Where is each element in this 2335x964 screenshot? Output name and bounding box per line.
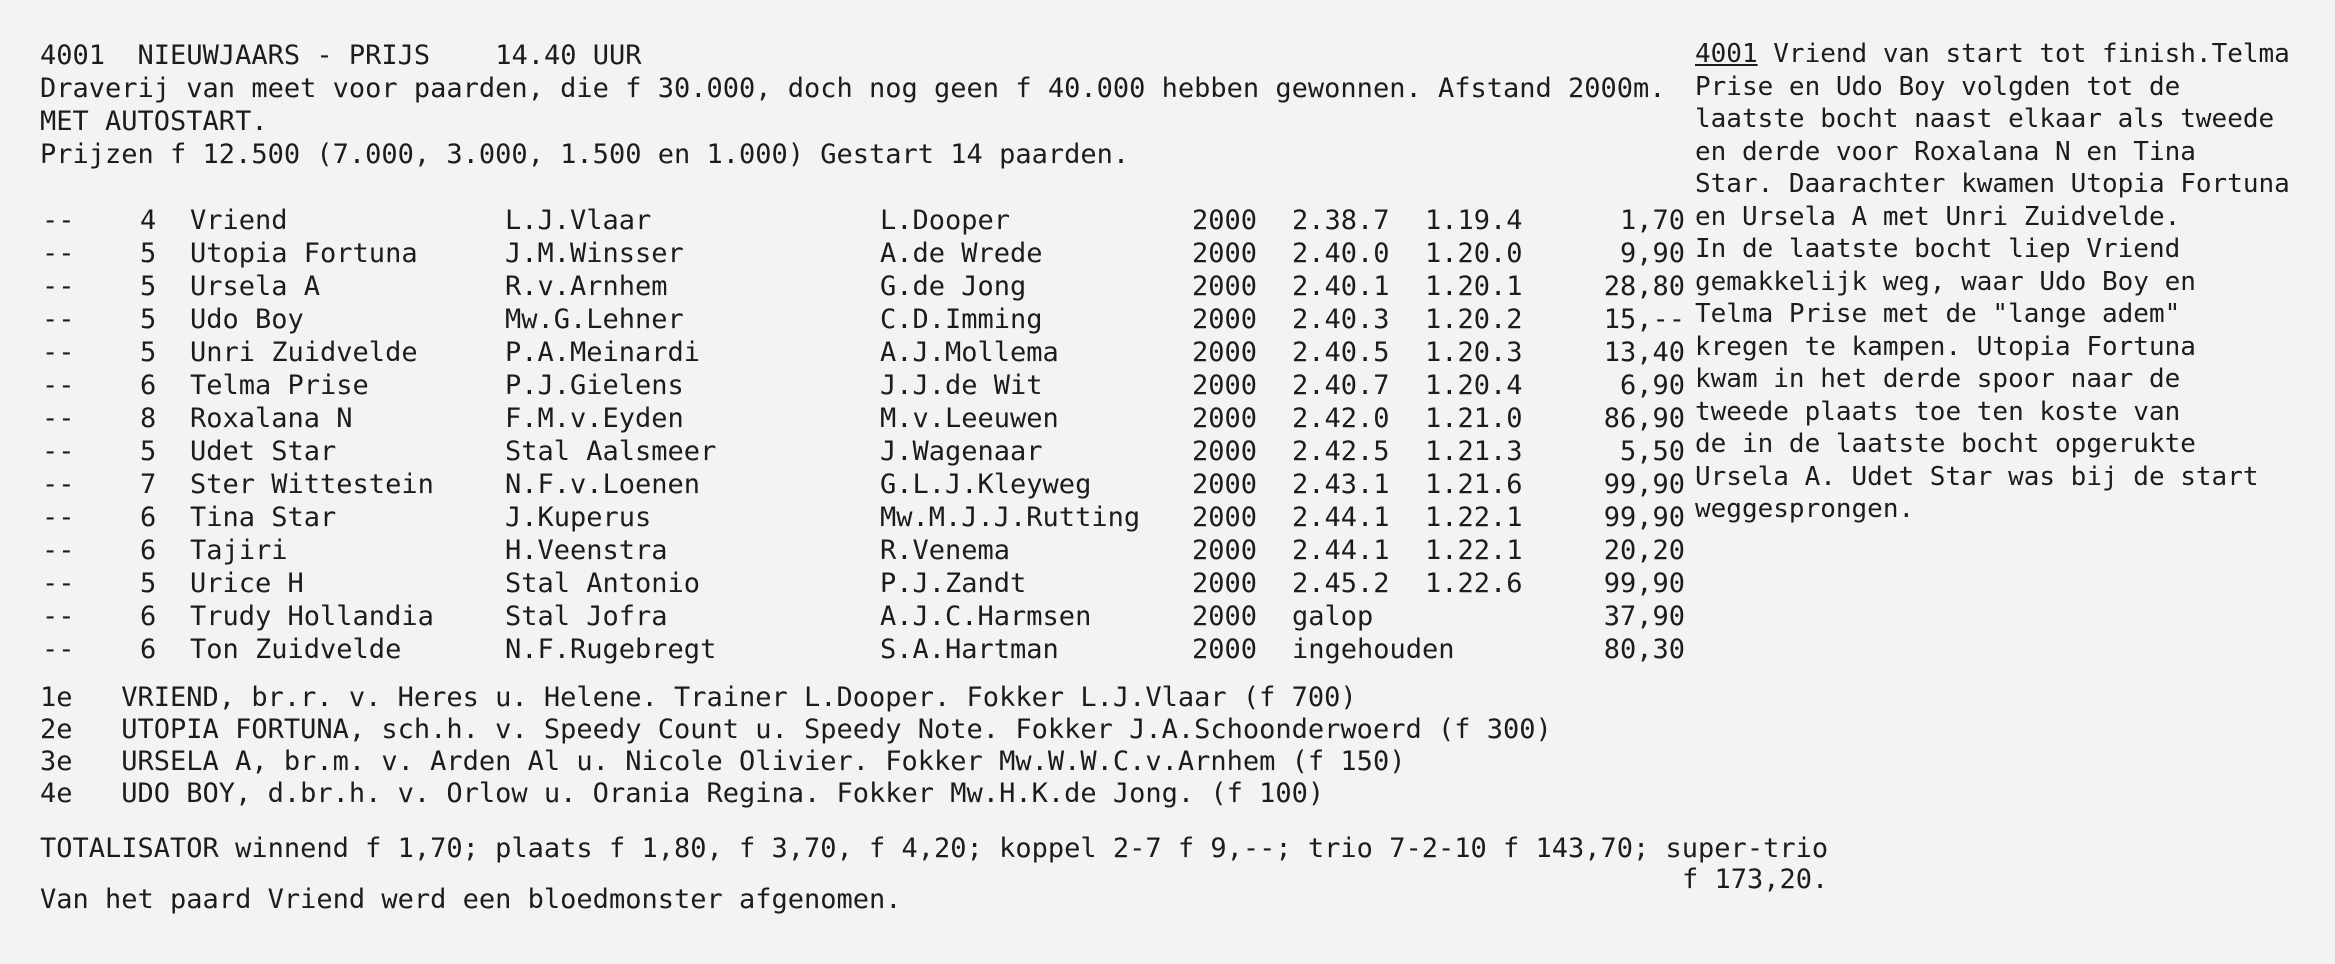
- cell-odds: 20,20: [1603, 535, 1685, 566]
- cell-pos: --: [42, 238, 75, 269]
- report-line: Telma Prise met de "lange adem": [1695, 299, 2181, 329]
- cell-trainer: S.A.Hartman: [880, 634, 1059, 665]
- report-race-id: 4001: [1695, 39, 1758, 69]
- cell-time: 2.45.2: [1292, 568, 1390, 599]
- cell-name: Urice H: [190, 568, 304, 599]
- cell-km: 1.19.4: [1425, 205, 1523, 236]
- cell-name: Ton Zuidvelde: [190, 634, 402, 665]
- cell-rider: Mw.G.Lehner: [505, 304, 684, 335]
- report-line: kregen te kampen. Utopia Fortuna: [1695, 331, 2196, 362]
- cell-time: 2.42.0: [1292, 403, 1390, 434]
- cell-odds: 86,90: [1603, 403, 1685, 434]
- cell-time: 2.40.3: [1292, 304, 1390, 335]
- cell-dist: 2000: [1192, 403, 1258, 434]
- table-row: [0, 205, 1720, 237]
- cell-time: 2.40.7: [1292, 370, 1390, 401]
- cell-rider: R.v.Arnhem: [505, 271, 668, 302]
- cell-km: 1.21.3: [1425, 436, 1523, 467]
- cell-km: 1.22.1: [1425, 535, 1523, 566]
- table-row: [0, 337, 1720, 369]
- cell-pos: --: [42, 370, 75, 401]
- cell-pos: --: [42, 403, 75, 434]
- cell-name: Udo Boy: [190, 304, 304, 335]
- cell-time: 2.44.1: [1292, 502, 1390, 533]
- placing-3: 3e URSELA A, br.m. v. Arden Al u. Nicole Olivier. Fokker Mw.W.W.C.v.Arnhem (f 150): [40, 746, 1406, 777]
- cell-dist: 2000: [1192, 205, 1258, 236]
- cell-odds: 99,90: [1603, 502, 1685, 533]
- start-type: MET AUTOSTART.: [40, 106, 268, 137]
- cell-km: 1.20.4: [1425, 370, 1523, 401]
- cell-rider: L.J.Vlaar: [505, 205, 652, 236]
- cell-name: Unri Zuidvelde: [190, 337, 418, 368]
- cell-odds: 99,90: [1603, 568, 1685, 599]
- cell-pos: --: [42, 205, 75, 236]
- cell-no: 6: [140, 601, 157, 632]
- report-line: en Ursela A met Unri Zuidvelde.: [1695, 201, 2181, 232]
- cell-odds: 5,50: [1619, 436, 1685, 467]
- cell-pos: --: [42, 337, 75, 368]
- cell-km: 1.20.1: [1425, 271, 1523, 302]
- cell-rider: N.F.v.Loenen: [505, 469, 701, 500]
- cell-name: Roxalana N: [190, 403, 353, 434]
- cell-dist: 2000: [1192, 337, 1258, 368]
- cell-name: Ster Wittestein: [190, 469, 434, 500]
- cell-trainer: A.de Wrede: [880, 238, 1043, 269]
- race-header: [40, 40, 642, 72]
- prize-money: Prijzen f 12.500 (7.000, 3.000, 1.500 en 1.000) Gestart 14 paarden.: [40, 139, 1130, 170]
- table-row: [0, 271, 1720, 303]
- cell-pos: --: [42, 535, 75, 566]
- report-line: de in de laatste bocht opgerukte: [1695, 429, 2196, 459]
- totalisator-line: TOTALISATOR winnend f 1,70; plaats f 1,80, f 3,70, f 4,20; koppel 2-7 f 9,--; trio 7-2-10 f 143,70; super-trio: [40, 833, 1829, 864]
- table-row: [0, 469, 1720, 501]
- race-report: [1695, 38, 2335, 526]
- cell-rider: P.A.Meinardi: [505, 337, 701, 368]
- cell-rider: Stal Jofra: [505, 601, 668, 632]
- cell-no: 5: [140, 304, 157, 335]
- cell-km: 1.20.0: [1425, 238, 1523, 269]
- cell-dist: 2000: [1192, 304, 1258, 335]
- cell-pos: --: [42, 271, 75, 302]
- cell-time: 2.40.0: [1292, 238, 1390, 269]
- table-row: [0, 370, 1720, 402]
- cell-name: Utopia Fortuna: [190, 238, 418, 269]
- table-row: [0, 436, 1720, 468]
- table-row: [0, 601, 1720, 633]
- cell-odds: 99,90: [1603, 469, 1685, 500]
- cell-km: 1.21.6: [1425, 469, 1523, 500]
- cell-name: Udet Star: [190, 436, 337, 467]
- cell-trainer: J.J.de Wit: [880, 370, 1043, 401]
- cell-pos: --: [42, 634, 75, 665]
- cell-rider: J.Kuperus: [505, 502, 652, 533]
- race-name: NIEUWJAARS - PRIJS: [137, 40, 431, 71]
- cell-time: 2.42.5: [1292, 436, 1390, 467]
- cell-trainer: C.D.Imming: [880, 304, 1043, 335]
- cell-time: galop: [1292, 601, 1374, 632]
- cell-dist: 2000: [1192, 238, 1258, 269]
- cell-odds: 80,30: [1603, 634, 1685, 665]
- table-row: [0, 535, 1720, 567]
- cell-odds: 15,--: [1603, 304, 1685, 335]
- report-lines: [1695, 71, 2335, 526]
- cell-rider: Stal Antonio: [505, 568, 701, 599]
- cell-no: 6: [140, 535, 157, 566]
- placing-1: 1e VRIEND, br.r. v. Heres u. Helene. Trainer L.Dooper. Fokker L.J.Vlaar (f 700): [40, 682, 1357, 713]
- cell-trainer: A.J.Mollema: [880, 337, 1059, 368]
- report-line: kwam in het derde spoor naar de: [1695, 364, 2181, 394]
- cell-time: 2.40.1: [1292, 271, 1390, 302]
- report-line: Ursela A. Udet Star was bij de start: [1695, 461, 2259, 492]
- cell-km: 1.21.0: [1425, 403, 1523, 434]
- report-first-line-text: Vriend van start tot finish.Telma: [1757, 39, 2290, 69]
- cell-km: 1.20.3: [1425, 337, 1523, 368]
- cell-dist: 2000: [1192, 568, 1258, 599]
- cell-trainer: G.L.J.Kleyweg: [880, 469, 1092, 500]
- cell-no: 7: [140, 469, 157, 500]
- cell-pos: --: [42, 502, 75, 533]
- cell-odds: 37,90: [1603, 601, 1685, 632]
- cell-rider: Stal Aalsmeer: [505, 436, 717, 467]
- cell-no: 6: [140, 634, 157, 665]
- report-line: tweede plaats toe ten koste van: [1695, 396, 2181, 427]
- cell-time: 2.40.5: [1292, 337, 1390, 368]
- cell-pos: --: [42, 568, 75, 599]
- cell-trainer: A.J.C.Harmsen: [880, 601, 1092, 632]
- cell-odds: 13,40: [1603, 337, 1685, 368]
- cell-km: 1.22.6: [1425, 568, 1523, 599]
- table-row: [0, 502, 1720, 534]
- cell-trainer: R.Venema: [880, 535, 1011, 566]
- cell-name: Tina Star: [190, 502, 337, 533]
- race-id: 4001: [40, 40, 106, 71]
- cell-no: 8: [140, 403, 157, 434]
- placing-4: 4e UDO BOY, d.br.h. v. Orlow u. Orania Regina. Fokker Mw.H.K.de Jong. (f 100): [40, 778, 1325, 809]
- cell-time: 2.38.7: [1292, 205, 1390, 236]
- cell-km: 1.22.1: [1425, 502, 1523, 533]
- report-line: laatste bocht naast elkaar als tweede: [1695, 104, 2275, 134]
- cell-odds: 1,70: [1619, 205, 1685, 236]
- report-first-line: [1695, 38, 2335, 71]
- cell-trainer: J.Wagenaar: [880, 436, 1043, 467]
- table-row: [0, 238, 1720, 270]
- cell-pos: --: [42, 469, 75, 500]
- cell-odds: 28,80: [1603, 271, 1685, 302]
- cell-dist: 2000: [1192, 436, 1258, 467]
- cell-time: ingehouden: [1292, 634, 1455, 665]
- footer-note: Van het paard Vriend werd een bloedmonster afgenomen.: [40, 884, 902, 915]
- cell-pos: --: [42, 436, 75, 467]
- cell-km: 1.20.2: [1425, 304, 1523, 335]
- table-row: [0, 304, 1720, 336]
- cell-no: 5: [140, 436, 157, 467]
- cell-no: 5: [140, 568, 157, 599]
- race-time: 14.40 UUR: [495, 40, 642, 71]
- cell-odds: 9,90: [1619, 238, 1685, 269]
- table-row: [0, 403, 1720, 435]
- cell-rider: N.F.Rugebregt: [505, 634, 717, 665]
- cell-trainer: G.de Jong: [880, 271, 1027, 302]
- cell-pos: --: [42, 601, 75, 632]
- cell-rider: P.J.Gielens: [505, 370, 684, 401]
- cell-name: Tajiri: [190, 535, 288, 566]
- cell-no: 6: [140, 370, 157, 401]
- cell-dist: 2000: [1192, 634, 1258, 665]
- cell-no: 5: [140, 337, 157, 368]
- report-line: en derde voor Roxalana N en Tina: [1695, 136, 2196, 167]
- table-row: [0, 568, 1720, 600]
- race-conditions: Draverij van meet voor paarden, die f 30.000, doch nog geen f 40.000 hebben gewonnen. Afstand 2000m.: [40, 73, 1666, 104]
- cell-pos: --: [42, 304, 75, 335]
- cell-dist: 2000: [1192, 370, 1258, 401]
- cell-dist: 2000: [1192, 469, 1258, 500]
- cell-trainer: P.J.Zandt: [880, 568, 1027, 599]
- cell-dist: 2000: [1192, 271, 1258, 302]
- cell-trainer: L.Dooper: [880, 205, 1011, 236]
- cell-trainer: Mw.M.J.J.Rutting: [880, 502, 1141, 533]
- table-row: [0, 634, 1720, 666]
- cell-rider: J.M.Winsser: [505, 238, 684, 269]
- cell-dist: 2000: [1192, 502, 1258, 533]
- report-line: In de laatste bocht liep Vriend: [1695, 234, 2181, 264]
- report-line: Star. Daarachter kwamen Utopia Fortuna: [1695, 169, 2290, 199]
- cell-no: 5: [140, 271, 157, 302]
- cell-no: 5: [140, 238, 157, 269]
- cell-name: Trudy Hollandia: [190, 601, 434, 632]
- report-line: gemakkelijk weg, waar Udo Boy en: [1695, 266, 2196, 297]
- cell-time: 2.44.1: [1292, 535, 1390, 566]
- cell-trainer: M.v.Leeuwen: [880, 403, 1059, 434]
- cell-name: Ursela A: [190, 271, 321, 302]
- cell-dist: 2000: [1192, 535, 1258, 566]
- cell-no: 6: [140, 502, 157, 533]
- cell-odds: 6,90: [1619, 370, 1685, 401]
- cell-no: 4: [140, 205, 157, 236]
- cell-name: Vriend: [190, 205, 288, 236]
- cell-rider: H.Veenstra: [505, 535, 668, 566]
- cell-dist: 2000: [1192, 601, 1258, 632]
- report-line: Prise en Udo Boy volgden tot de: [1695, 71, 2181, 102]
- cell-rider: F.M.v.Eyden: [505, 403, 684, 434]
- cell-time: 2.43.1: [1292, 469, 1390, 500]
- cell-name: Telma Prise: [190, 370, 369, 401]
- report-line: weggesprongen.: [1695, 494, 1915, 524]
- placing-2: 2e UTOPIA FORTUNA, sch.h. v. Speedy Count u. Speedy Note. Fokker J.A.Schoonderwoerd (f 300): [40, 714, 1552, 745]
- totalisator-continuation: f 173,20.: [1682, 864, 1829, 895]
